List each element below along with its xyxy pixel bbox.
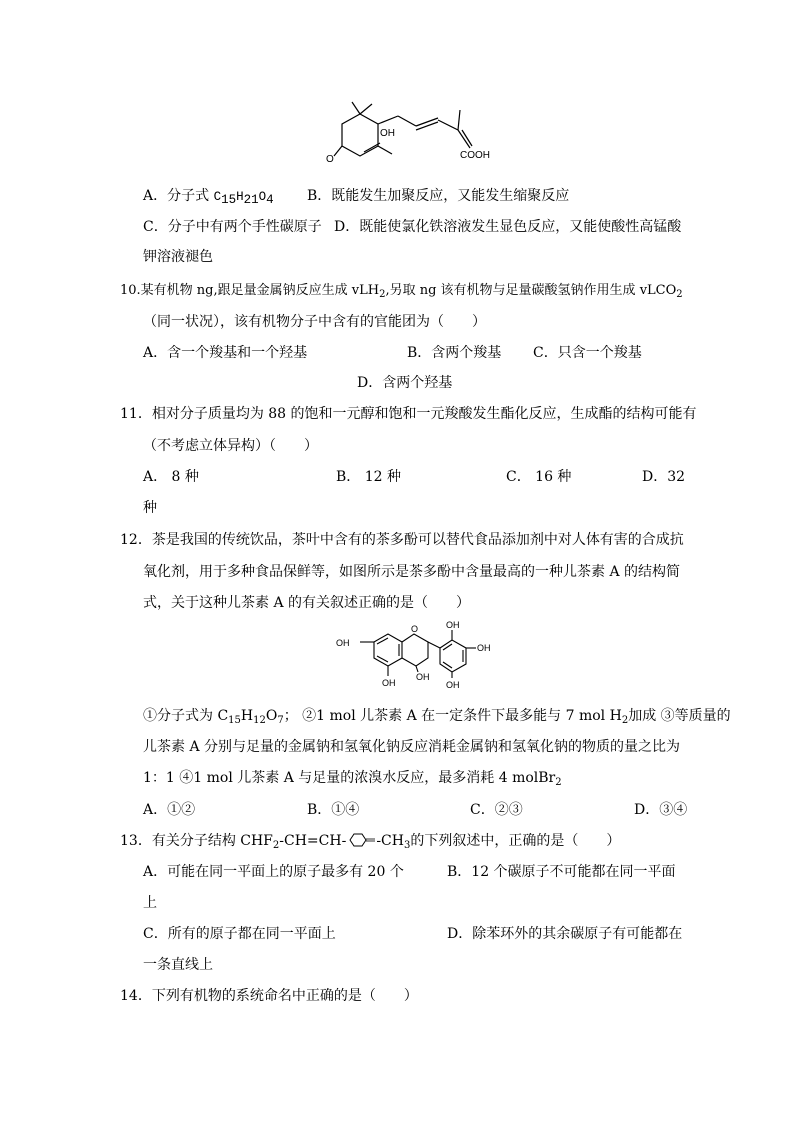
q13-option-b: B．12 个碳原子不可能都在同一平面 <box>447 864 676 880</box>
struct2-oh-mid: OH <box>416 672 430 682</box>
q13-option-b-cont: 上 <box>143 895 157 911</box>
q12-stem-line3: 式，关于这种儿茶素 A 的有关叙述正确的是（ ） <box>143 595 471 611</box>
structure-catechin <box>330 618 500 690</box>
q11-option-d-cont: 种 <box>143 500 157 516</box>
q12-option-d: D．③④ <box>634 802 688 818</box>
q12-option-b: B．①④ <box>307 802 360 818</box>
struct1-oh-label: OH <box>380 128 395 139</box>
q10-stem-line1: 10.某有机物 ng,跟足量金属钠反应生成 vLH$_2$,另取 ng 该有机物与足量碳酸氢钠作用生成 vLCO$_2$ <box>120 283 683 300</box>
struct2-oh-lower: OH <box>446 680 460 690</box>
q12-option-c: C．②③ <box>470 802 523 818</box>
q9-option-d-cont: 钾溶液褪色 <box>143 249 213 265</box>
q12-statement-line2: 儿茶素 A 分别与足量的金属钠和氢氧化钠反应消耗金属钠和氢氧化钠的物质的量之比为 <box>143 739 681 755</box>
q14-stem: 14．下列有机物的系统命名中正确的是（ ） <box>120 988 418 1004</box>
struct2-oh-top: OH <box>446 620 460 630</box>
q12-stem-line1: 12．茶是我国的传统饮品，茶叶中含有的茶多酚可以替代食品添加剂中对人体有害的合成抗 <box>120 532 684 548</box>
struct1-o-label: O <box>326 154 334 165</box>
q9-option-b: B．既能发生加聚反应，又能发生缩聚反应 <box>307 188 570 204</box>
q13-option-d: D．除苯环外的其余碳原子有可能都在 <box>447 926 683 942</box>
q11-option-b: B． 12 种 <box>336 469 402 485</box>
q11-stem-line1: 11．相对分子质量均为 88 的饱和一元醇和饱和一元羧酸发生酯化反应，生成酯的结构可能有 <box>120 406 697 422</box>
benzene-alkyne-icon <box>346 832 376 848</box>
q10-option-b: B．含两个羧基 <box>407 345 502 361</box>
q12-statement-line1: ①分子式为 $C_{15}H_{12}O_7$； ②1 mol 儿茶素 A 在一定条件下最多能与 7 mol $H_2$加成 ③等质量的 <box>143 708 731 726</box>
q10-option-a: A．含一个羧基和一个羟基 <box>143 345 308 361</box>
structure-abscisic-acid <box>320 100 510 170</box>
q10-stem-line2: （同一状况），该有机物分子中含有的官能团为（ ） <box>143 314 486 330</box>
q13-option-a: A．可能在同一平面上的原子最多有 20 个 <box>143 864 404 880</box>
q12-option-a: A．①② <box>143 802 196 818</box>
q13-stem: 13．有关分子结构 $CHF_2-CH=CH-$ $-CH_3$的下列叙述中，正确的是（ ） <box>120 833 621 851</box>
q13-option-c: C．所有的原子都在同一平面上 <box>143 926 336 942</box>
struct1-cooh-label: COOH <box>460 150 490 161</box>
q10-option-c: C．只含一个羧基 <box>533 345 642 361</box>
q11-option-c: C． 16 种 <box>506 469 572 485</box>
q11-stem-line2: （不考虑立体异构）（ ） <box>143 438 318 454</box>
q9-option-d: D．既能使氯化铁溶液发生显色反应，又能使酸性高锰酸 <box>334 219 682 235</box>
struct2-oh-bottom: OH <box>382 678 396 688</box>
q10-option-d: D．含两个羟基 <box>357 375 453 391</box>
q11-option-d: D．32 <box>642 469 686 485</box>
q13-option-d-cont: 一条直线上 <box>143 957 213 973</box>
struct2-oh-left: OH <box>336 638 350 648</box>
q12-statement-line3: 1：1 ④1 mol 儿茶素 A 与足量的浓溴水反应，最多消耗 4 molBr$_2$ <box>143 770 562 788</box>
q9-option-c: C．分子中有两个手性碳原子 <box>143 219 322 235</box>
struct2-o-ring: O <box>411 624 419 634</box>
q12-stem-line2: 氧化剂，用于多种食品保鲜等，如图所示是茶多酚中含量最高的一种儿茶素 A 的结构简 <box>143 564 681 580</box>
q11-option-a: A． 8 种 <box>143 469 199 485</box>
struct2-oh-right: OH <box>477 643 491 653</box>
q9-option-a: A．分子式 C15H21O4 <box>143 188 274 207</box>
